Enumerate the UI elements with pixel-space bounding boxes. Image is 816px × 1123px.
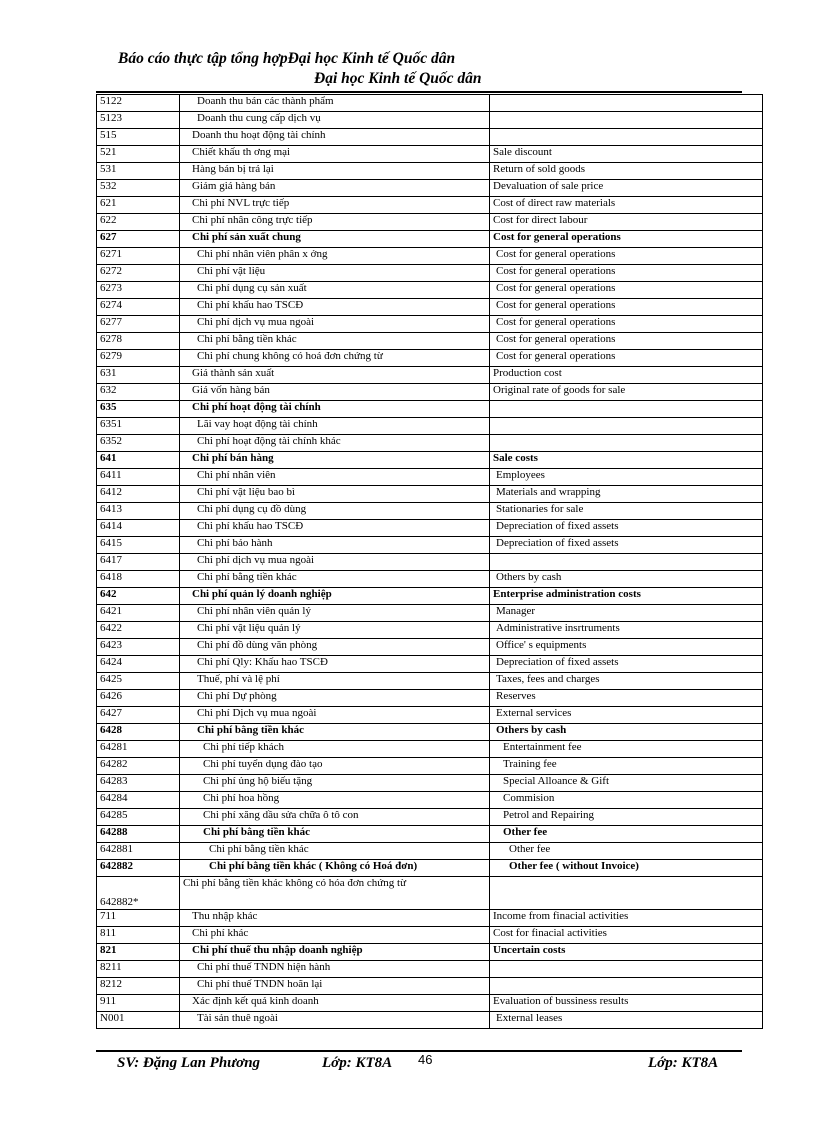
account-code: 6274 bbox=[97, 299, 180, 316]
table-row bbox=[97, 554, 763, 571]
account-name-vi: Chi phí Dự phòng bbox=[180, 690, 490, 707]
account-name-en: Cost for direct labour bbox=[490, 214, 763, 231]
account-code: 521 bbox=[97, 146, 180, 163]
account-name-vi: Chi phí tiếp khách bbox=[180, 741, 490, 758]
account-name-en: Cost for general operations bbox=[490, 248, 763, 265]
table-row bbox=[97, 197, 763, 214]
account-code: 622 bbox=[97, 214, 180, 231]
table-row bbox=[97, 333, 763, 350]
account-name-en: Sale discount bbox=[490, 146, 763, 163]
account-name-en: Uncertain costs bbox=[490, 944, 763, 961]
table-row bbox=[97, 418, 763, 435]
account-name-en bbox=[490, 401, 763, 418]
account-name-vi: Chi phí vật liệu bao bì bbox=[180, 486, 490, 503]
account-name-vi: Chi phí vật liệu bbox=[180, 265, 490, 282]
account-name-vi: Chi phí Dịch vụ mua ngoài bbox=[180, 707, 490, 724]
account-code: N001 bbox=[97, 1012, 180, 1029]
account-name-vi: Chi phí xăng dầu sửa chữa ô tô con bbox=[180, 809, 490, 826]
table-row bbox=[97, 265, 763, 282]
account-name-en bbox=[490, 435, 763, 452]
account-code: 6421 bbox=[97, 605, 180, 622]
account-code: 631 bbox=[97, 367, 180, 384]
account-name-vi: Chi phí khấu hao TSCĐ bbox=[180, 299, 490, 316]
table-row bbox=[97, 520, 763, 537]
account-name-en: Training fee bbox=[490, 758, 763, 775]
account-name-vi: Chi phí bằng tiền khác ( Không có Hoá đơn) bbox=[180, 860, 490, 877]
page-number: 46 bbox=[418, 1052, 433, 1067]
account-name-vi: Chi phí khấu hao TSCĐ bbox=[180, 520, 490, 537]
account-name-vi: Chi phí ủng hộ biếu tặng bbox=[180, 775, 490, 792]
account-name-en: Petrol and Repairing bbox=[490, 809, 763, 826]
account-name-en bbox=[490, 418, 763, 435]
account-code: 5122 bbox=[97, 95, 180, 112]
account-name-en: Income from finacial activities bbox=[490, 910, 763, 927]
account-code: 6428 bbox=[97, 724, 180, 741]
account-name-en: Cost for finacial activities bbox=[490, 927, 763, 944]
account-code: 6273 bbox=[97, 282, 180, 299]
account-name-vi: Chi phí bằng tiền khác bbox=[180, 571, 490, 588]
account-name-vi: Lãi vay hoạt động tài chính bbox=[180, 418, 490, 435]
footer-class-left: Lớp: KT8A bbox=[322, 1055, 393, 1071]
account-code: 531 bbox=[97, 163, 180, 180]
account-name-en: Cost for general operations bbox=[490, 333, 763, 350]
account-code: 6424 bbox=[97, 656, 180, 673]
account-name-en: Office' s equipments bbox=[490, 639, 763, 656]
account-name-vi: Xác định kết quả kinh doanh bbox=[180, 995, 490, 1012]
table-row bbox=[97, 571, 763, 588]
account-code: 6423 bbox=[97, 639, 180, 656]
account-name-vi: Chi phí vật liệu quản lý bbox=[180, 622, 490, 639]
account-name-en: Other fee ( without Invoice) bbox=[490, 860, 763, 877]
account-name-vi: Giá thành sản xuất bbox=[180, 367, 490, 384]
account-name-en: Cost for general operations bbox=[490, 265, 763, 282]
table-row bbox=[97, 826, 763, 843]
account-name-vi: Chi phí dụng cụ sản xuất bbox=[180, 282, 490, 299]
account-code: 6272 bbox=[97, 265, 180, 282]
account-name-vi: Chi phí nhân viên quản lý bbox=[180, 605, 490, 622]
account-name-en: Administrative insrtruments bbox=[490, 622, 763, 639]
account-name-vi: Thuế, phí và lệ phí bbox=[180, 673, 490, 690]
account-name-en: Manager bbox=[490, 605, 763, 622]
table-row bbox=[97, 792, 763, 809]
account-name-vi: Chi phí dịch vụ mua ngoài bbox=[180, 316, 490, 333]
account-name-en: Cost of direct raw materials bbox=[490, 197, 763, 214]
table-row bbox=[97, 282, 763, 299]
account-code: 64282 bbox=[97, 758, 180, 775]
table-row bbox=[97, 180, 763, 197]
account-code: 811 bbox=[97, 927, 180, 944]
table-row bbox=[97, 656, 763, 673]
account-name-vi: Chi phí tuyển dụng đào tạo bbox=[180, 758, 490, 775]
table-row bbox=[97, 367, 763, 384]
account-code: 6412 bbox=[97, 486, 180, 503]
table-row bbox=[97, 1012, 763, 1029]
account-code: 6278 bbox=[97, 333, 180, 350]
footer-class-right: Lớp: KT8A bbox=[648, 1055, 719, 1071]
account-name-vi: Giảm giá hàng bán bbox=[180, 180, 490, 197]
account-code: 642 bbox=[97, 588, 180, 605]
account-name-vi: Chiết khấu th ơng mại bbox=[180, 146, 490, 163]
account-name-en: Cost for general operations bbox=[490, 316, 763, 333]
account-code: 8212 bbox=[97, 978, 180, 995]
account-name-en: Materials and wrapping bbox=[490, 486, 763, 503]
table-row bbox=[97, 741, 763, 758]
account-name-vi: Giá vốn hàng bán bbox=[180, 384, 490, 401]
account-name-vi: Chi phí nhân viên bbox=[180, 469, 490, 486]
account-name-en: Sale costs bbox=[490, 452, 763, 469]
account-name-vi: Doanh thu bán các thành phẩm bbox=[180, 95, 490, 112]
table-row bbox=[97, 163, 763, 180]
account-code: 6425 bbox=[97, 673, 180, 690]
account-name-vi: Chi phí quản lý doanh nghiệp bbox=[180, 588, 490, 605]
account-name-en: Entertainment fee bbox=[490, 741, 763, 758]
account-code: 6277 bbox=[97, 316, 180, 333]
account-name-en: Other fee bbox=[490, 826, 763, 843]
account-code: 515 bbox=[97, 129, 180, 146]
account-name-en bbox=[490, 554, 763, 571]
account-name-vi: Hàng bán bị trả lại bbox=[180, 163, 490, 180]
account-name-en: Stationaries for sale bbox=[490, 503, 763, 520]
table-row bbox=[97, 910, 763, 927]
account-code: 642882* bbox=[97, 877, 180, 910]
account-name-en: Devaluation of sale price bbox=[490, 180, 763, 197]
account-name-en bbox=[490, 95, 763, 112]
account-name-en bbox=[490, 877, 763, 910]
table-row bbox=[97, 384, 763, 401]
table-row bbox=[97, 146, 763, 163]
account-code: 6411 bbox=[97, 469, 180, 486]
account-name-en bbox=[490, 112, 763, 129]
account-code: 711 bbox=[97, 910, 180, 927]
table-row bbox=[97, 129, 763, 146]
table-row bbox=[97, 95, 763, 112]
table-row bbox=[97, 843, 763, 860]
account-code: 64288 bbox=[97, 826, 180, 843]
table-row bbox=[97, 350, 763, 367]
header-rule bbox=[96, 91, 742, 93]
account-name-en bbox=[490, 978, 763, 995]
table-row bbox=[97, 503, 763, 520]
account-code: 6415 bbox=[97, 537, 180, 554]
header-title-line2: Đại học Kinh tế Quốc dân bbox=[314, 70, 482, 87]
table-row bbox=[97, 316, 763, 333]
account-code: 6352 bbox=[97, 435, 180, 452]
account-name-en: Original rate of goods for sale bbox=[490, 384, 763, 401]
table-row bbox=[97, 248, 763, 265]
account-name-vi: Chi phí dụng cụ đồ dùng bbox=[180, 503, 490, 520]
account-code: 6426 bbox=[97, 690, 180, 707]
account-table bbox=[96, 94, 763, 1029]
account-name-vi: Chi phí hoạt động tài chính bbox=[180, 401, 490, 418]
account-name-vi: Chi phí bảo hành bbox=[180, 537, 490, 554]
table-row bbox=[97, 758, 763, 775]
table-row bbox=[97, 452, 763, 469]
account-name-vi: Chi phí dịch vụ mua ngoài bbox=[180, 554, 490, 571]
account-code: 64281 bbox=[97, 741, 180, 758]
account-name-en bbox=[490, 961, 763, 978]
table-row bbox=[97, 112, 763, 129]
account-name-en: Evaluation of bussiness results bbox=[490, 995, 763, 1012]
account-table-body bbox=[97, 95, 763, 1029]
account-name-vi: Chi phí hoạt động tài chính khác bbox=[180, 435, 490, 452]
account-name-en: External services bbox=[490, 707, 763, 724]
account-code: 6271 bbox=[97, 248, 180, 265]
account-name-vi: Tài sản thuê ngoài bbox=[180, 1012, 490, 1029]
account-code: 6351 bbox=[97, 418, 180, 435]
account-name-vi: Chi phí bằng tiền khác bbox=[180, 826, 490, 843]
table-row bbox=[97, 639, 763, 656]
table-row bbox=[97, 927, 763, 944]
account-code: 627 bbox=[97, 231, 180, 248]
table-row bbox=[97, 605, 763, 622]
account-code: 632 bbox=[97, 384, 180, 401]
table-row bbox=[97, 486, 763, 503]
account-name-en: Return of sold goods bbox=[490, 163, 763, 180]
account-name-vi: Chi phí đồ dùng văn phòng bbox=[180, 639, 490, 656]
account-name-vi: Thu nhập khác bbox=[180, 910, 490, 927]
account-name-en: Enterprise administration costs bbox=[490, 588, 763, 605]
table-row bbox=[97, 809, 763, 826]
account-code: 8211 bbox=[97, 961, 180, 978]
account-name-vi: Doanh thu cung cấp dịch vụ bbox=[180, 112, 490, 129]
account-code: 6279 bbox=[97, 350, 180, 367]
account-code: 6418 bbox=[97, 571, 180, 588]
account-code: 635 bbox=[97, 401, 180, 418]
account-name-vi: Chi phí hoa hồng bbox=[180, 792, 490, 809]
account-code: 641 bbox=[97, 452, 180, 469]
account-code: 6417 bbox=[97, 554, 180, 571]
table-row bbox=[97, 401, 763, 418]
account-name-vi: Chi phí Qly: Khấu hao TSCĐ bbox=[180, 656, 490, 673]
account-name-vi: Chi phí sản xuất chung bbox=[180, 231, 490, 248]
table-row bbox=[97, 724, 763, 741]
account-name-en: External leases bbox=[490, 1012, 763, 1029]
account-name-en: Cost for general operations bbox=[490, 282, 763, 299]
account-code: 621 bbox=[97, 197, 180, 214]
account-name-en: Production cost bbox=[490, 367, 763, 384]
account-name-en: Commision bbox=[490, 792, 763, 809]
account-name-en: Special Alloance & Gift bbox=[490, 775, 763, 792]
account-code: 911 bbox=[97, 995, 180, 1012]
table-row bbox=[97, 707, 763, 724]
account-name-en: Cost for general operations bbox=[490, 231, 763, 248]
table-row bbox=[97, 299, 763, 316]
table-row bbox=[97, 673, 763, 690]
account-name-en: Cost for general operations bbox=[490, 299, 763, 316]
account-name-vi: Chi phí bằng tiền khác không có hóa đơn chứng từ bbox=[180, 877, 490, 910]
account-name-vi: Chi phí bằng tiền khác bbox=[180, 724, 490, 741]
footer-student: SV: Đặng Lan Phương bbox=[117, 1055, 261, 1071]
account-name-vi: Chi phí khác bbox=[180, 927, 490, 944]
account-name-vi: Chi phí bán hàng bbox=[180, 452, 490, 469]
account-code: 6427 bbox=[97, 707, 180, 724]
account-name-en: Others by cash bbox=[490, 571, 763, 588]
table-row bbox=[97, 944, 763, 961]
account-name-en: Taxes, fees and charges bbox=[490, 673, 763, 690]
account-code: 532 bbox=[97, 180, 180, 197]
table-row bbox=[97, 622, 763, 639]
account-name-en: Other fee bbox=[490, 843, 763, 860]
header-title-line1: Báo cáo thực tập tổng hợpĐại học Kinh tế Quốc dân bbox=[118, 50, 456, 67]
account-name-en: Others by cash bbox=[490, 724, 763, 741]
account-name-vi: Chi phí thuế thu nhập doanh nghiệp bbox=[180, 944, 490, 961]
table-row bbox=[97, 995, 763, 1012]
account-code: 64285 bbox=[97, 809, 180, 826]
account-code: 64283 bbox=[97, 775, 180, 792]
account-name-en: Depreciation of fixed assets bbox=[490, 520, 763, 537]
account-name-en: Reserves bbox=[490, 690, 763, 707]
table-row bbox=[97, 877, 763, 910]
table-row bbox=[97, 978, 763, 995]
account-code: 6422 bbox=[97, 622, 180, 639]
table-row bbox=[97, 775, 763, 792]
account-name-en: Depreciation of fixed assets bbox=[490, 537, 763, 554]
account-code: 5123 bbox=[97, 112, 180, 129]
account-code: 6413 bbox=[97, 503, 180, 520]
account-name-vi: Chi phí chung không có hoá đơn chứng từ bbox=[180, 350, 490, 367]
table-row bbox=[97, 537, 763, 554]
table-row bbox=[97, 231, 763, 248]
account-code: 642882 bbox=[97, 860, 180, 877]
account-code: 821 bbox=[97, 944, 180, 961]
account-name-vi: Doanh thu hoạt động tài chính bbox=[180, 129, 490, 146]
account-name-en: Employees bbox=[490, 469, 763, 486]
account-name-vi: Chi phí thuế TNDN hiện hành bbox=[180, 961, 490, 978]
account-name-en: Cost for general operations bbox=[490, 350, 763, 367]
table-row bbox=[97, 214, 763, 231]
table-row bbox=[97, 860, 763, 877]
table-row bbox=[97, 690, 763, 707]
table-row bbox=[97, 588, 763, 605]
account-name-vi: Chi phí bằng tiền khác bbox=[180, 843, 490, 860]
table-row bbox=[97, 961, 763, 978]
table-row bbox=[97, 469, 763, 486]
account-name-vi: Chi phí thuế TNDN hoãn lại bbox=[180, 978, 490, 995]
account-name-vi: Chi phí NVL trực tiếp bbox=[180, 197, 490, 214]
account-name-vi: Chi phí nhân công trực tiếp bbox=[180, 214, 490, 231]
account-code: 6414 bbox=[97, 520, 180, 537]
account-name-en: Depreciation of fixed assets bbox=[490, 656, 763, 673]
account-name-vi: Chi phí nhân viên phân x ởng bbox=[180, 248, 490, 265]
account-name-vi: Chi phí bằng tiền khác bbox=[180, 333, 490, 350]
table-row bbox=[97, 435, 763, 452]
account-code: 64284 bbox=[97, 792, 180, 809]
account-code: 642881 bbox=[97, 843, 180, 860]
account-name-en bbox=[490, 129, 763, 146]
